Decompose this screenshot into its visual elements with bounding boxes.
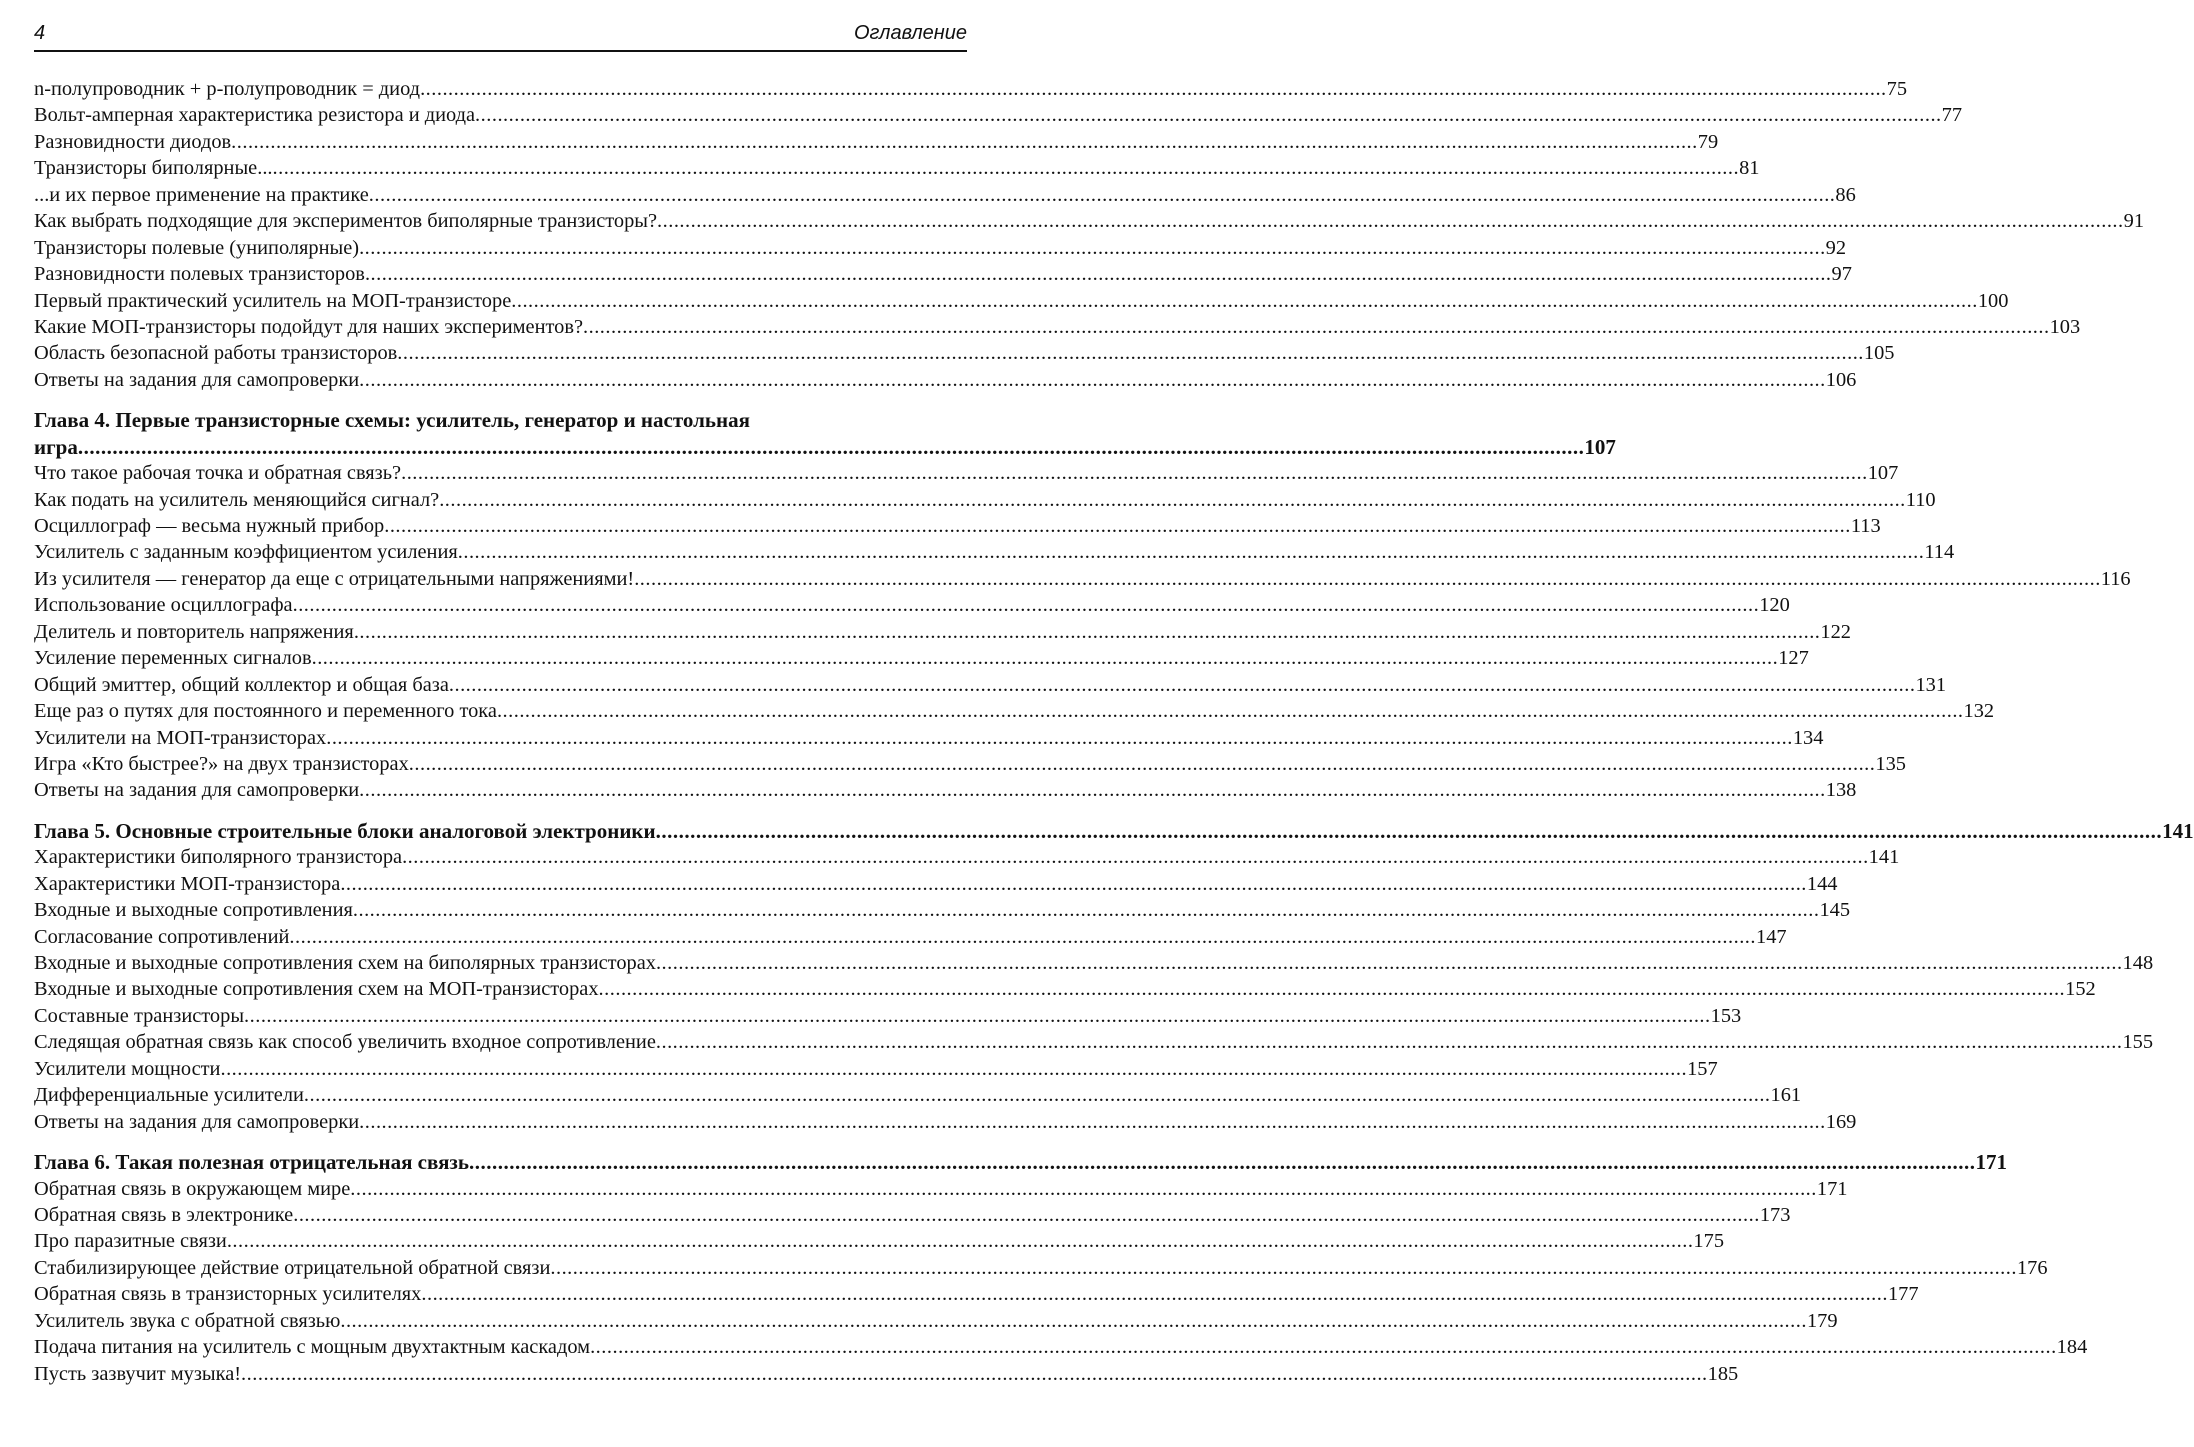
leader-dots	[583, 314, 2050, 340]
toc-entry[interactable]	[34, 897, 1851, 923]
toc-entry-title: Входные и выходные сопротивления схем на биполярных транзисторах	[34, 952, 656, 974]
leader-dots	[401, 460, 1868, 486]
toc-entry[interactable]	[34, 367, 1857, 393]
toc-entry-page: 138	[1825, 779, 1857, 802]
toc-entry[interactable]	[34, 314, 2081, 340]
toc-entry-page: 134	[1792, 726, 1824, 749]
leader-dots	[402, 844, 1869, 870]
toc-entry[interactable]	[34, 513, 1881, 539]
toc-entry-page: 177	[1887, 1283, 1919, 1306]
toc-entry[interactable]	[34, 777, 1857, 803]
leader-dots	[449, 672, 1916, 698]
toc-entry-page: 175	[1693, 1230, 1725, 1253]
page-number: 4	[34, 22, 46, 44]
chapter-5-title[interactable]	[34, 818, 2194, 844]
toc-entry[interactable]	[34, 539, 1955, 565]
toc-entry[interactable]	[34, 1003, 1742, 1029]
leader-dots	[289, 924, 1756, 950]
toc-entry-title: Характеристики МОП-транзистора	[34, 872, 341, 895]
toc-entry-page: 100	[1977, 289, 2009, 312]
toc-entry-title: Делитель и повторитель напряжения	[34, 620, 354, 643]
toc-entry-title: Первый практический усилитель на МОП-транзисторе	[34, 289, 512, 312]
chapter-4-title-line1[interactable]: Глава 4. Первые транзисторные схемы: усилитель, генератор и настольная	[34, 408, 750, 433]
toc-entry-title: Разновидности полевых транзисторов	[34, 263, 365, 286]
toc-entry-title: Усилители мощности	[34, 1057, 221, 1080]
toc-entry[interactable]	[34, 1228, 1725, 1254]
leader-dots	[634, 566, 2101, 592]
toc-section-continued	[34, 76, 2145, 393]
leader-dots	[326, 725, 1793, 751]
toc-entry-title: Следящая обратная связь как способ увеличить входное сопротивление	[34, 1031, 656, 1054]
toc-entry-page: 132	[1963, 700, 1995, 723]
leader-dots	[497, 698, 1964, 724]
leader-dots	[340, 871, 1807, 897]
toc-entry-page: 106	[1825, 368, 1857, 391]
toc-entry-title: Как подать на усилитель меняющийся сигнал?	[34, 488, 440, 511]
leader-dots	[409, 751, 1876, 777]
toc-entry-title: Еще раз о путях для постоянного и переменного тока	[34, 700, 497, 723]
leader-dots	[304, 1082, 1771, 1108]
leader-dots	[293, 592, 1760, 618]
toc-entry-title: Транзисторы биполярные...	[34, 157, 273, 180]
toc-entry[interactable]	[34, 155, 1760, 181]
toc-entry-page: 184	[2056, 1336, 2088, 1359]
toc-entry-title: Усиление переменных сигналов	[34, 647, 312, 670]
toc-entry[interactable]	[34, 487, 1936, 513]
toc-entry-title: Игра «Кто быстрее?» на двух транзисторах	[34, 752, 409, 775]
toc-entry-page: 135	[1875, 752, 1906, 775]
toc-entry-page: 79	[1697, 130, 1719, 153]
leader-dots	[475, 102, 1942, 128]
toc-entry[interactable]	[34, 698, 1995, 724]
toc-entry-title: Из усилителя — генератор да еще с отрицательными напряжениями!	[34, 567, 635, 590]
toc-entry-page: 147	[1756, 925, 1787, 948]
toc-entry[interactable]	[34, 460, 1899, 486]
toc-entry[interactable]	[34, 340, 1895, 366]
chapter-page: 141	[2162, 818, 2194, 843]
toc-entry-title: ...и их первое применение на практике	[34, 183, 369, 206]
toc-entry-title: Усилитель с заданным коэффициентом усиления	[34, 541, 458, 564]
leader-dots	[590, 1334, 2057, 1360]
toc-entry[interactable]	[34, 1308, 1838, 1334]
running-header	[34, 22, 967, 52]
leader-dots	[656, 950, 2123, 976]
toc-entry-title: Какие МОП-транзисторы подойдут для наших экспериментов?	[34, 315, 584, 338]
leader-dots	[397, 340, 1864, 366]
toc-entry-page: 161	[1770, 1084, 1802, 1107]
leader-dots	[220, 1056, 1687, 1082]
toc-entry[interactable]	[34, 725, 1824, 751]
leader-dots	[550, 1255, 2017, 1281]
toc-entry-title: Подача питания на усилитель с мощным двухтактным каскадом	[34, 1336, 591, 1359]
toc-entry[interactable]	[34, 1361, 1739, 1387]
leader-dots	[359, 235, 1826, 261]
leader-dots	[365, 261, 1832, 287]
leader-dots	[353, 897, 1820, 923]
toc-entry[interactable]	[34, 102, 1963, 128]
toc-entry-page: 120	[1759, 594, 1790, 617]
toc-entry[interactable]	[34, 871, 1838, 897]
toc-entry-page: 145	[1819, 899, 1851, 922]
toc-entry-page: 127	[1778, 647, 1809, 670]
toc-entry-title: Ответы на задания для самопроверки	[34, 779, 360, 802]
toc-entry-page: 81	[1739, 157, 1760, 180]
toc-entry[interactable]	[34, 1109, 1857, 1135]
leader-dots	[657, 208, 2124, 234]
chapter-title: Глава 5. Основные строительные блоки аналоговой электроники	[34, 818, 656, 843]
toc-entry-page: 157	[1687, 1057, 1718, 1080]
toc-entry-title: Пусть зазвучит музыка!	[34, 1362, 242, 1385]
leader-dots	[293, 1202, 1760, 1228]
toc-entry-title: Обратная связь в окружающем мире	[34, 1177, 351, 1200]
leader-dots	[420, 76, 1887, 102]
leader-dots	[599, 976, 2066, 1002]
toc-entry-title: Характеристики биполярного транзистора	[34, 846, 403, 869]
toc-entry[interactable]	[34, 1281, 1919, 1307]
toc-entry-page: 153	[1710, 1004, 1742, 1027]
toc-entry-page: 75	[1886, 78, 1908, 100]
toc-entry-title: Составные транзисторы	[34, 1004, 245, 1027]
toc-entry[interactable]	[34, 1334, 2088, 1360]
toc-entry[interactable]	[34, 645, 1809, 671]
toc-entry[interactable]	[34, 76, 1908, 102]
toc-entry-title: Что такое рабочая точка и обратная связь?	[34, 462, 402, 485]
toc-entry-page: 92	[1825, 236, 1847, 259]
leader-dots	[421, 1281, 1888, 1307]
leader-dots	[359, 367, 1826, 393]
leader-dots	[511, 288, 1978, 314]
leader-dots	[312, 645, 1779, 671]
toc-entry[interactable]	[34, 208, 2145, 234]
toc-entry[interactable]	[34, 129, 1719, 155]
toc-entry-page: 179	[1806, 1309, 1838, 1332]
toc-entry[interactable]	[34, 1082, 1802, 1108]
toc-entry-page: 116	[2100, 567, 2131, 590]
toc-entry[interactable]	[34, 235, 1847, 261]
toc-entry-title: Входные и выходные сопротивления	[34, 899, 353, 922]
toc-entry-title: Как выбрать подходящие для экспериментов биполярные транзисторы?	[34, 210, 658, 233]
toc-entry[interactable]	[34, 1255, 2048, 1281]
toc-entry[interactable]	[34, 1056, 1718, 1082]
toc-entry-title: Осциллограф — весьма нужный прибор	[34, 515, 385, 537]
toc-entry-page: 141	[1868, 846, 1900, 869]
leader-dots	[384, 513, 1851, 539]
toc-entry-page: 105	[1863, 342, 1895, 365]
toc-entry[interactable]	[34, 182, 1856, 208]
toc-entry[interactable]	[34, 592, 1790, 618]
chapter-4-title-line2[interactable]	[34, 434, 1616, 460]
toc-entry[interactable]	[34, 1176, 1848, 1202]
toc-entry[interactable]	[34, 619, 1851, 645]
leader-dots	[458, 539, 1925, 565]
toc-entry-page: 110	[1905, 488, 1936, 511]
leader-dots	[78, 434, 1585, 460]
toc-entry[interactable]	[34, 566, 2131, 592]
toc-entry-title: Транзисторы полевые (униполярные)	[34, 236, 360, 259]
chapter-title: игра	[34, 434, 78, 459]
toc-entry[interactable]	[34, 1029, 2154, 1055]
leader-dots	[273, 155, 1740, 181]
toc-entry-title: Обратная связь в электронике	[34, 1203, 294, 1226]
leader-dots	[244, 1003, 1711, 1029]
toc-entry-page: 77	[1941, 104, 1963, 127]
leader-dots	[656, 818, 2163, 844]
toc-entry-title: Обратная связь в транзисторных усилителях	[34, 1283, 422, 1306]
leader-dots	[359, 777, 1826, 803]
toc-entry-title: Разновидности диодов	[34, 130, 232, 153]
toc-entry-title: Согласование сопротивлений	[34, 925, 290, 948]
leader-dots	[241, 1361, 1708, 1387]
toc-entry-title: Общий эмиттер, общий коллектор и общая база	[34, 673, 449, 696]
toc-entry-page: 152	[2065, 978, 2096, 1001]
toc-entry[interactable]	[34, 672, 1947, 698]
toc-entry-title: Использование осциллографа	[34, 594, 293, 617]
leader-dots	[369, 182, 1836, 208]
toc-entry[interactable]	[34, 261, 1852, 287]
toc-entry[interactable]	[34, 288, 2009, 314]
toc-entry-title: Стабилизирующее действие отрицательной обратной связи	[34, 1256, 551, 1279]
chapter-6-entries	[34, 1176, 2088, 1388]
toc-entry[interactable]	[34, 844, 1900, 870]
toc-entry[interactable]	[34, 924, 1787, 950]
toc-entry[interactable]	[34, 751, 1906, 777]
chapter-4-entries	[34, 460, 2131, 804]
toc-entry-title: Вольт-амперная характеристика резистора и диода	[34, 104, 476, 127]
toc-entry-title: Ответы на задания для самопроверки	[34, 368, 360, 391]
toc-entry-page: 97	[1831, 263, 1852, 286]
toc-entry-page: 185	[1707, 1362, 1739, 1385]
leader-dots	[227, 1228, 1694, 1254]
toc-entry-page: 169	[1825, 1110, 1857, 1133]
toc-entry-title: Усилители на МОП-транзисторах	[34, 726, 327, 749]
toc-entry-title: Усилитель звука с обратной связью	[34, 1309, 341, 1332]
toc-entry[interactable]	[34, 1202, 1791, 1228]
toc-entry-page: 171	[1816, 1177, 1848, 1200]
toc-entry-page: 173	[1759, 1203, 1791, 1226]
leader-dots	[439, 487, 1906, 513]
leader-dots	[231, 129, 1698, 155]
chapter-page: 107	[1584, 434, 1616, 459]
toc-entry-page: 122	[1820, 620, 1851, 643]
toc-entry-page: 86	[1835, 183, 1856, 206]
toc-entry-page: 148	[2122, 952, 2154, 974]
leader-dots	[359, 1109, 1826, 1135]
toc-entry-title: n-полупроводник + p-полупроводник = диод	[34, 78, 421, 100]
toc-entry-page: 155	[2122, 1031, 2154, 1054]
running-title: Оглавление	[853, 22, 967, 44]
toc-entry[interactable]	[34, 976, 2096, 1002]
chapter-page: 171	[1975, 1150, 2007, 1175]
chapter-title: Глава 6. Такая полезная отрицательная связь	[34, 1150, 469, 1175]
toc-entry-title: Область безопасной работы транзисторов	[34, 342, 398, 365]
toc-entry-page: 107	[1867, 462, 1899, 485]
toc-entry-title: Ответы на задания для самопроверки	[34, 1110, 360, 1133]
chapter-6-title[interactable]	[34, 1149, 2007, 1175]
toc-entry-page: 176	[2016, 1256, 2048, 1279]
leader-dots	[469, 1149, 1976, 1175]
leader-dots	[350, 1176, 1817, 1202]
toc-entry-page: 131	[1915, 673, 1947, 696]
toc-entry-title: Дифференциальные усилители	[34, 1084, 304, 1107]
toc-entry-page: 91	[2123, 210, 2145, 233]
toc-entry[interactable]	[34, 950, 2154, 976]
toc-entry-title: Входные и выходные сопротивления схем на МОП-транзисторах	[34, 978, 599, 1001]
leader-dots	[354, 619, 1821, 645]
leader-dots	[340, 1308, 1807, 1334]
leader-dots	[656, 1029, 2123, 1055]
toc-entry-page: 114	[1924, 541, 1955, 564]
toc-entry-page: 144	[1806, 872, 1838, 895]
toc-entry-title: Про паразитные связи	[34, 1230, 227, 1253]
toc-entry-page: 113	[1850, 515, 1881, 537]
table-of-contents	[34, 76, 2194, 1387]
toc-entry-page: 103	[2049, 315, 2081, 338]
chapter-5-entries	[34, 844, 2154, 1135]
